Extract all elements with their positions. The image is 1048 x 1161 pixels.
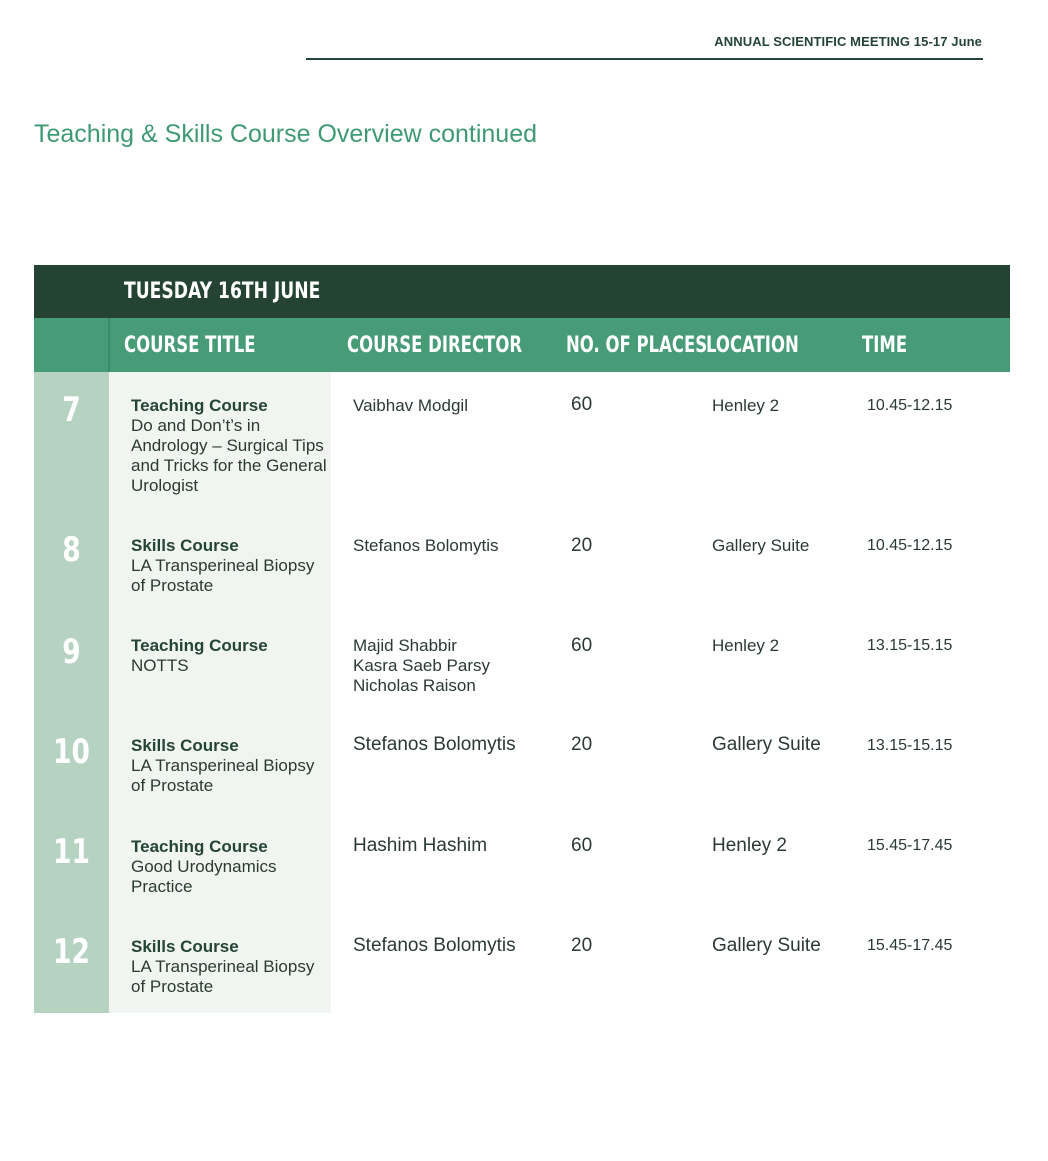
course-title: LA Transperineal Biopsy of Prostate [131,756,315,795]
course-title: LA Transperineal Biopsy of Prostate [131,957,315,996]
course-type: Teaching Course [131,837,268,856]
row-number: 7 [62,390,81,430]
places-cell: 60 [571,394,593,415]
course-director: Kasra Saeb Parsy [353,656,491,675]
places-cell: 60 [571,635,593,656]
course-type: Teaching Course [131,636,268,655]
places-cell: 20 [571,535,593,556]
day-bar [34,265,1010,318]
time-cell: 13.15-15.15 [867,637,953,654]
course-director: Stefanos Bolomytis [353,536,499,555]
course-title-cell [131,937,327,997]
table-row [34,912,1010,1013]
location-cell: Henley 2 [712,835,787,856]
course-director-cell [353,396,553,416]
column-header-row [34,318,1010,372]
column-header-places: NO. OF PLACES [566,333,708,358]
course-director-cell [353,536,553,556]
course-director: Vaibhav Modgil [353,396,468,415]
time-cell: 15.45-17.45 [867,837,953,854]
location-cell: Gallery Suite [712,734,821,755]
course-director: Stefanos Bolomytis [353,734,516,755]
course-director-cell [353,836,553,856]
course-director: Nicholas Raison [353,676,476,695]
column-header-course-title: COURSE TITLE [124,333,256,358]
course-title-cell [131,736,327,796]
location-cell: Henley 2 [712,636,780,655]
table-body [34,372,1010,1013]
course-table [34,265,1010,1013]
table-row [34,512,1010,612]
location-cell: Henley 2 [712,396,780,415]
row-number: 12 [53,932,90,972]
course-title-cell [131,636,327,676]
row-number: 8 [62,530,81,570]
course-title-cell [131,837,327,897]
table-row [34,612,1010,712]
row-number: 9 [62,632,81,672]
places-cell: 20 [571,734,593,755]
course-title-cell [131,396,327,496]
time-cell: 10.45-12.15 [867,397,953,414]
meeting-header: ANNUAL SCIENTIFIC MEETING 15-17 June [714,34,982,49]
course-type: Skills Course [131,937,239,956]
course-title: LA Transperineal Biopsy of Prostate [131,556,315,595]
row-number: 10 [53,732,90,772]
table-row [34,372,1010,512]
course-title: NOTTS [131,656,189,675]
column-header-course-director: COURSE DIRECTOR [347,333,523,358]
course-title: Good Urodynamics Practice [131,857,277,896]
course-title-cell [131,536,327,596]
time-cell: 15.45-17.45 [867,937,953,954]
course-director-cell [353,735,553,755]
page-title: Teaching & Skills Course Overview continued [34,120,538,148]
table-row [34,712,1010,812]
course-director-cell [353,636,553,696]
time-cell: 13.15-15.15 [867,737,953,754]
row-number: 11 [53,832,90,872]
places-cell: 60 [571,835,593,856]
course-director: Stefanos Bolomytis [353,935,516,956]
column-header-location: LOCATION [706,333,799,358]
course-director: Majid Shabbir [353,636,457,655]
course-title: Do and Don’t’s in Andrology – Surgical Tips and Tricks for the General Urologist [131,416,327,495]
day-label: TUESDAY 16TH JUNE [124,279,321,304]
course-type: Skills Course [131,736,239,755]
location-cell: Gallery Suite [712,536,810,555]
location-cell: Gallery Suite [712,935,821,956]
course-director-cell [353,936,553,956]
course-type: Teaching Course [131,396,268,415]
course-type: Skills Course [131,536,239,555]
places-cell: 20 [571,935,593,956]
table-row [34,812,1010,912]
course-director: Hashim Hashim [353,835,488,856]
column-header-time: TIME [862,333,908,358]
header-divider [306,58,983,60]
number-column-header [34,318,110,372]
time-cell: 10.45-12.15 [867,537,953,554]
